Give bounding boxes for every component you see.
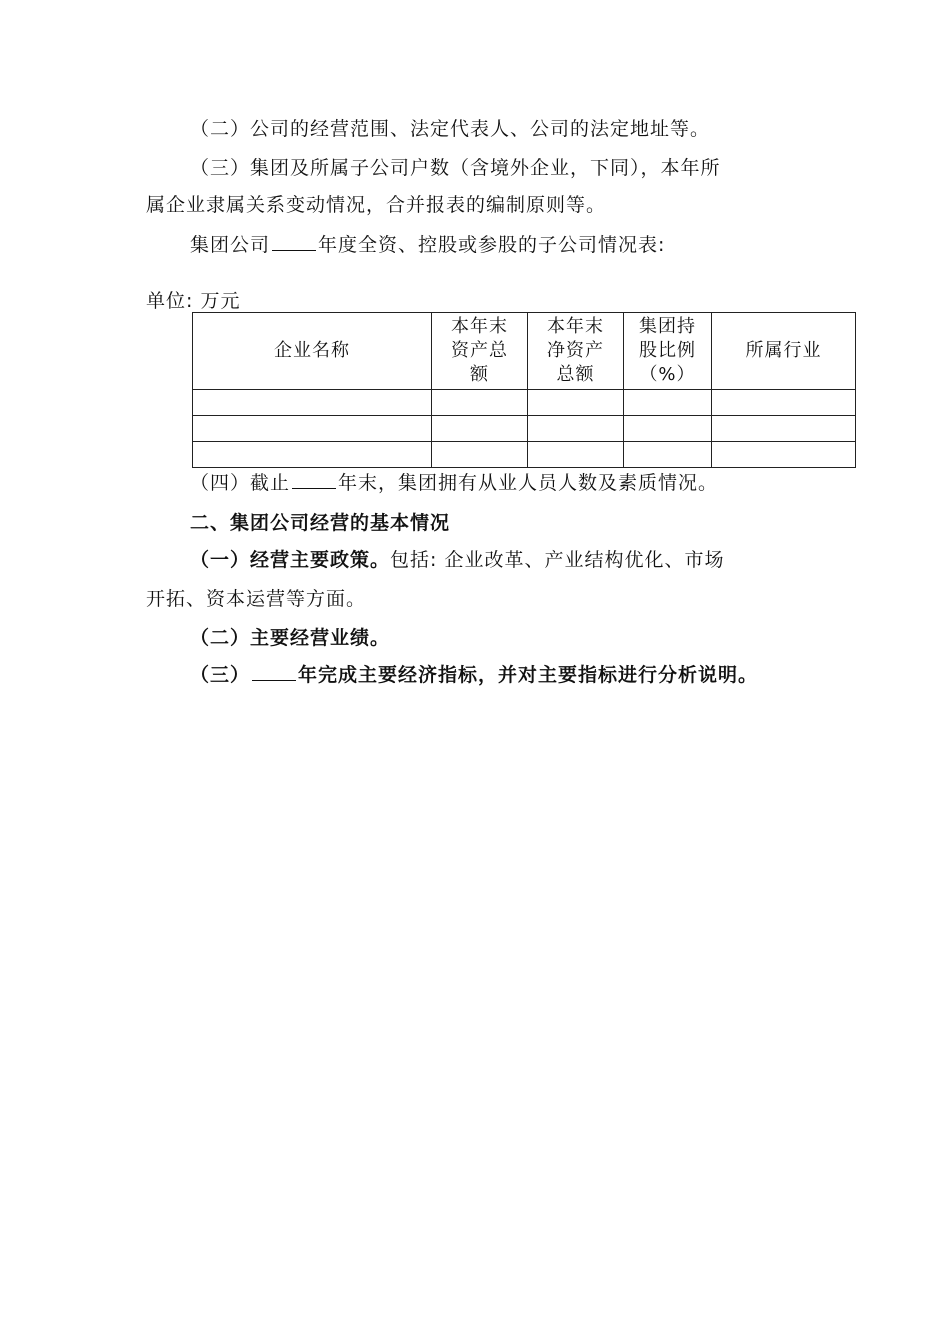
year-blank — [272, 232, 316, 251]
table-cell — [193, 442, 432, 468]
year-blank — [252, 662, 296, 681]
section-2-item-1-line-1 — [190, 546, 724, 574]
section-2-item-3 — [190, 661, 758, 689]
table-row — [193, 416, 856, 442]
item-2-paragraph: （二）公司的经营范围、法定代表人、公司的法定地址等。 — [190, 118, 711, 140]
table-intro — [190, 231, 665, 259]
table-cell — [712, 442, 856, 468]
table-cell — [528, 416, 624, 442]
table-cell — [432, 442, 528, 468]
section-2-item-1-line-2: 开拓、资本运营等方面。 — [146, 588, 367, 610]
table-cell — [624, 442, 712, 468]
header-company-name: 企业名称 — [193, 313, 432, 390]
section-2-item-1-text: 包括: 企业改革、产业结构优化、市场 — [390, 549, 725, 571]
table-cell — [624, 416, 712, 442]
table-cell — [528, 390, 624, 416]
table-cell — [528, 442, 624, 468]
item-4-text-before: （四）截止 — [190, 472, 291, 494]
header-industry: 所属行业 — [712, 313, 856, 390]
item-4-paragraph — [190, 469, 718, 497]
subsidiary-table — [192, 312, 856, 468]
section-2-item-1-title: （一）经营主要政策。 — [190, 549, 391, 571]
item-4-text-after: 年末，集团拥有从业人员人数及素质情况。 — [338, 472, 719, 494]
item-3-paragraph-line-2: 属企业隶属关系变动情况，合并报表的编制原则等。 — [146, 194, 607, 216]
table-cell — [193, 390, 432, 416]
table-cell — [193, 416, 432, 442]
header-total-assets: 本年末 资产总 额 — [432, 313, 528, 390]
section-2-item-2: （二）主要经营业绩。 — [190, 627, 391, 649]
section-2-item-3-text-after: 年完成主要经济指标，并对主要指标进行分析说明。 — [298, 664, 759, 686]
table-cell — [432, 416, 528, 442]
table-cell — [624, 390, 712, 416]
table-cell — [712, 390, 856, 416]
table-cell — [712, 416, 856, 442]
unit-label: 单位: 万元 — [146, 290, 241, 312]
table-header-row — [193, 313, 856, 390]
table-cell — [432, 390, 528, 416]
table-intro-text-before: 集团公司 — [190, 234, 271, 256]
section-2-heading: 二、集团公司经营的基本情况 — [190, 512, 451, 534]
header-net-assets: 本年末 净资产 总额 — [528, 313, 624, 390]
item-3-paragraph-line-1: （三）集团及所属子公司户数（含境外企业，下同），本年所 — [190, 157, 721, 179]
header-share-ratio: 集团持 股比例 （%） — [624, 313, 712, 390]
table-intro-text-after: 年度全资、控股或参股的子公司情况表: — [318, 234, 666, 256]
section-2-item-3-text-before: （三） — [190, 664, 251, 686]
year-blank — [292, 470, 336, 489]
table-row — [193, 442, 856, 468]
table-row — [193, 390, 856, 416]
